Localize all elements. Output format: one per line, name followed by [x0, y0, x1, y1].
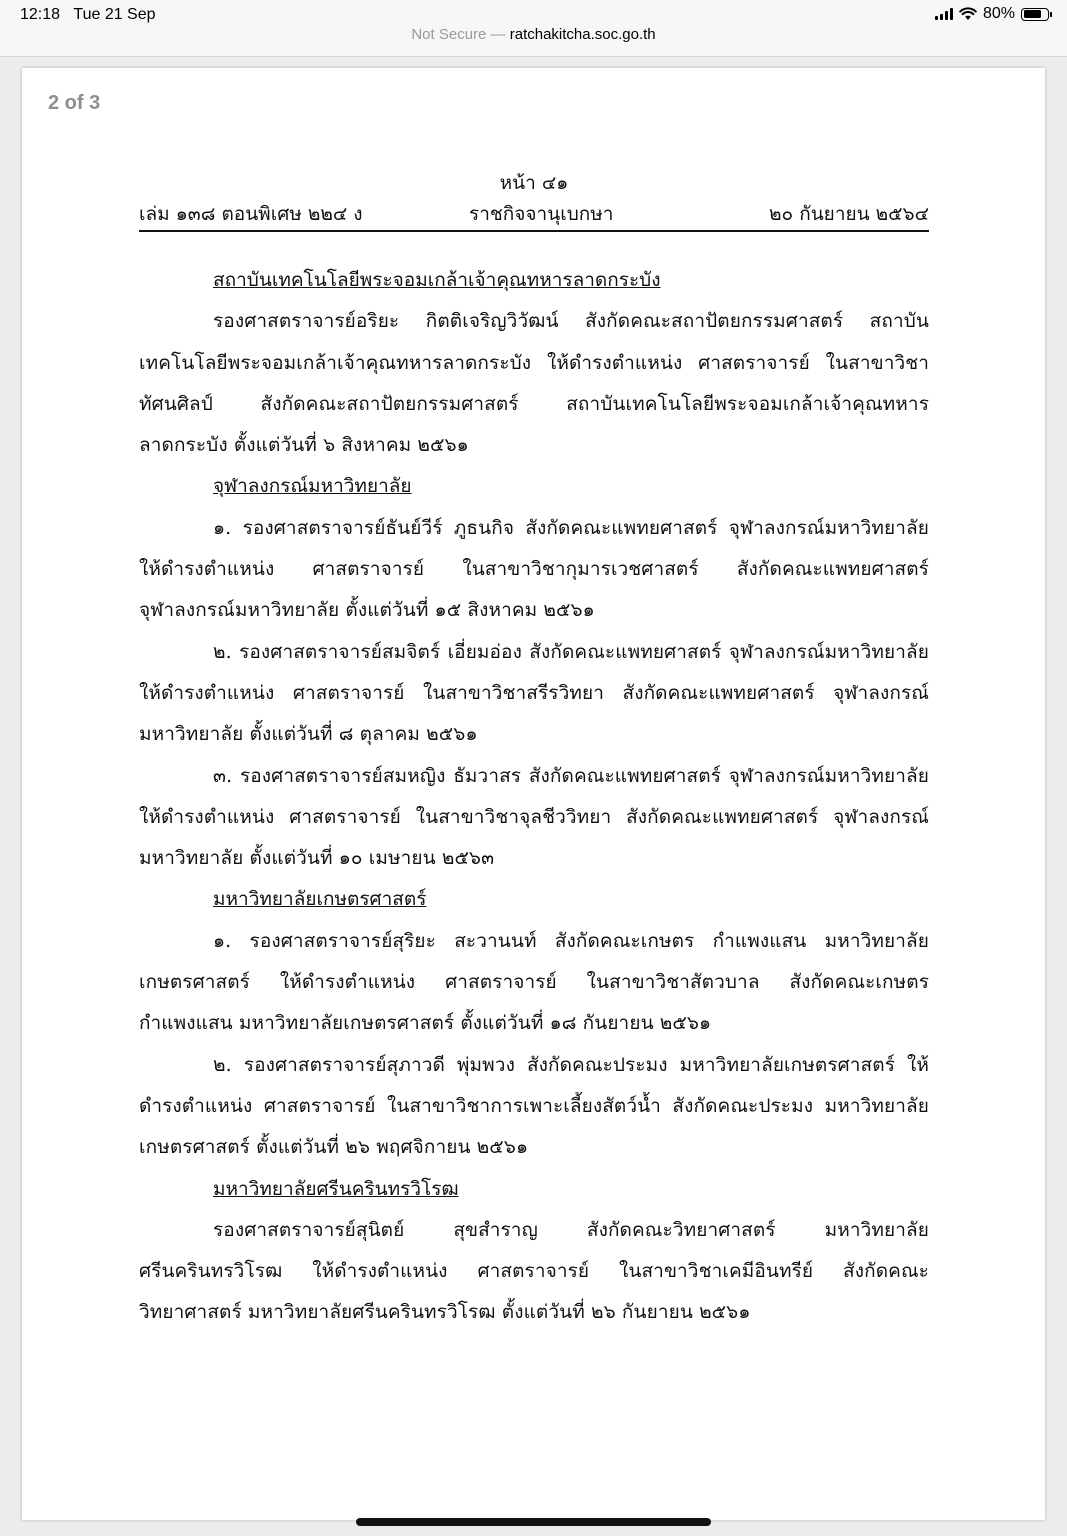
- section: [139, 879, 929, 1168]
- status-date: Tue 21 Sep: [73, 6, 156, 23]
- paragraph: รองศาสตราจารย์อริยะ กิตติเจริญวิวัฒน์ สังกัดคณะสถาปัตยกรรมศาสตร์ สถาบันเทคโนโลยีพระจอมเกล้าเจ้าคุณทหารลาดกระบัง ให้ดำรงตำแหน่ง ศาสตราจารย์ ในสาขาวิชาทัศนศิลป์ สังกัดคณะสถาปัตยกรรมศาสตร์ สถาบันเทคโนโลยีพระจอมเกล้าเจ้าคุณทหารลาดกระบัง ตั้งแต่วันที่ ๖ สิงหาคม ๒๕๖๑: [139, 310, 929, 457]
- paragraph: ๒. รองศาสตราจารย์สมจิตร์ เอี่ยมอ่อง สังกัดคณะแพทยศาสตร์ จุฬาลงกรณ์มหาวิทยาลัย ให้ดำรงตำแหน่ง ศาสตราจารย์ ในสาขาวิชาสรีรวิทยา สังกัดคณะแพทยศาสตร์ จุฬาลงกรณ์มหาวิทยาลัย ตั้งแต่วันที่ ๘ ตุลาคม ๒๕๖๑: [139, 640, 929, 746]
- security-label: Not Secure —: [411, 26, 506, 43]
- paragraph: รองศาสตราจารย์สุนิตย์ สุขสำราญ สังกัดคณะวิทยาศาสตร์ มหาวิทยาลัยศรีนครินทรวิโรฒ ให้ดำรงตำแหน่ง ศาสตราจารย์ ในสาขาวิชาเคมีอินทรีย์ สังกัดคณะวิทยาศาสตร์ มหาวิทยาลัยศรีนครินทรวิโรฒ ตั้งแต่วันที่ ๒๖ กันยายน ๒๕๖๑: [139, 1218, 929, 1324]
- document-header: [139, 198, 929, 232]
- paragraph: ๑. รองศาสตราจารย์สุริยะ สะวานนท์ สังกัดคณะเกษตร กำแพงแสน มหาวิทยาลัยเกษตรศาสตร์ ให้ดำรงตำแหน่ง ศาสตราจารย์ ในสาขาวิชาสัตวบาล สังกัดคณะเกษตร กำแพงแสน มหาวิทยาลัยเกษตรศาสตร์ ตั้งแต่วันที่ ๑๘ กันยายน ๒๕๖๑: [139, 929, 929, 1035]
- section: [139, 260, 929, 466]
- signal-icon: [935, 8, 953, 20]
- address-bar[interactable]: [0, 26, 1067, 43]
- section: [139, 1169, 929, 1334]
- paragraph: ๓. รองศาสตราจารย์สมหญิง ธัมวาสร สังกัดคณะแพทยศาสตร์ จุฬาลงกรณ์มหาวิทยาลัย ให้ดำรงตำแหน่ง ศาสตราจารย์ ในสาขาวิชาจุลชีววิทยา สังกัดคณะแพทยศาสตร์ จุฬาลงกรณ์มหาวิทยาลัย ตั้งแต่วันที่ ๑๐ เมษายน ๒๕๖๓: [139, 764, 929, 870]
- status-bar: [0, 0, 1067, 57]
- status-indicators: [935, 5, 1049, 23]
- pdf-page: [22, 68, 1045, 1520]
- document-body: [139, 260, 929, 1334]
- page-counter: 2 of 3: [48, 92, 101, 114]
- section-heading: จุฬาลงกรณ์มหาวิทยาลัย: [213, 475, 412, 498]
- volume-info: เล่ม ๑๓๘ ตอนพิเศษ ๒๒๔ ง: [139, 203, 363, 225]
- section-heading: มหาวิทยาลัยเกษตรศาสตร์: [213, 888, 427, 911]
- publication-date: ๒๐ กันยายน ๒๕๖๔: [769, 203, 929, 225]
- url-domain: ratchakitcha.soc.go.th: [509, 26, 656, 43]
- section: [139, 466, 929, 879]
- battery-icon: [1021, 8, 1049, 21]
- section-heading: สถาบันเทคโนโลยีพระจอมเกล้าเจ้าคุณทหารลาดกระบัง: [213, 269, 661, 291]
- wifi-icon: [959, 7, 977, 21]
- home-indicator[interactable]: [356, 1518, 711, 1526]
- paragraph: ๒. รองศาสตราจารย์สุภาวดี พุ่มพวง สังกัดคณะประมง มหาวิทยาลัยเกษตรศาสตร์ ให้ดำรงตำแหน่ง ศาสตราจารย์ ในสาขาวิชาการเพาะเลี้ยงสัตว์น้ำ สังกัดคณะประมง มหาวิทยาลัยเกษตรศาสตร์ ตั้งแต่วันที่ ๒๖ พฤศจิกายน ๒๕๖๑: [139, 1053, 929, 1159]
- publication-name: ราชกิจจานุเบกษา: [469, 203, 614, 225]
- document-content: [139, 168, 929, 1334]
- section-heading: มหาวิทยาลัยศรีนครินทรวิโรฒ: [213, 1177, 459, 1200]
- status-time: 12:18 Tue 21 Sep: [20, 6, 156, 23]
- page-number: หน้า ๔๑: [499, 172, 569, 194]
- battery-percent: 80%: [982, 5, 1015, 22]
- paragraph: ๑. รองศาสตราจารย์ธันย์วีร์ ภูธนกิจ สังกัดคณะแพทยศาสตร์ จุฬาลงกรณ์มหาวิทยาลัย ให้ดำรงตำแหน่ง ศาสตราจารย์ ในสาขาวิชากุมารเวชศาสตร์ สังกัดคณะแพทยศาสตร์ จุฬาลงกรณ์มหาวิทยาลัย ตั้งแต่วันที่ ๑๕ สิงหาคม ๒๕๖๑: [139, 516, 929, 622]
